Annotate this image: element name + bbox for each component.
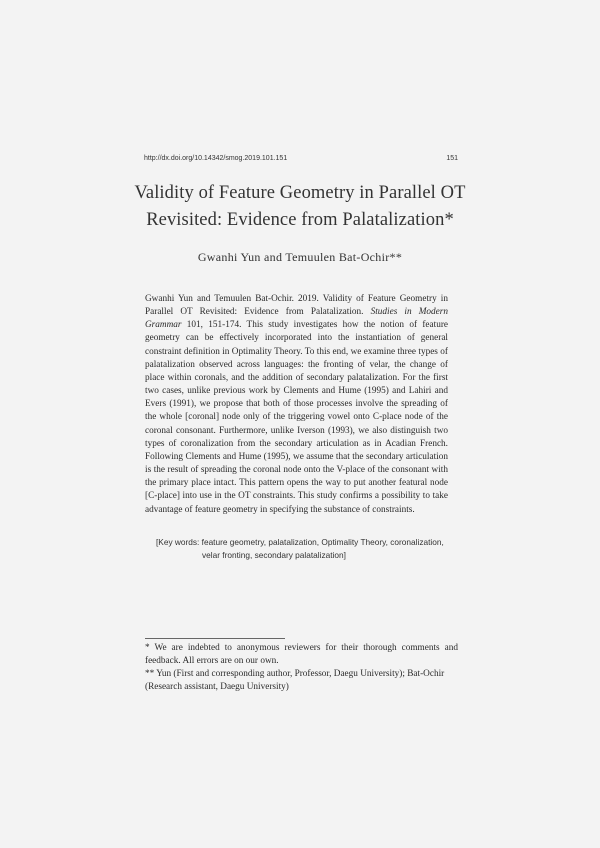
title-line-2: Revisited: Evidence from Palatalization* xyxy=(146,210,454,230)
keywords xyxy=(156,536,452,562)
footnote-affiliations-line-2: (Research assistant, Daegu University) xyxy=(145,682,289,692)
footnote-divider xyxy=(145,638,285,639)
abstract-citation: Gwanhi Yun and Temuulen Bat-Ochir. 2019. Validity of Feature Geometry in Parallel OT Revisited: Evidence from Palatalization. xyxy=(145,294,448,318)
doi-link[interactable]: http://dx.doi.org/10.14342/smog.2019.101.151 xyxy=(144,155,288,162)
title-line-1: Validity of Feature Geometry in Parallel OT xyxy=(134,183,466,203)
abstract-body: 101, 151-174. This study investigates how the notion of feature geometry can be effectively incorporated into the instantiation of general constraint definition in Optimality Theory. To this end, we examine three types of palatalization observed across languages: the fronting of velar, the change of place within coronals, and the addition of secondary palatalization. For the first two cases, unlike previous work by Clements and Hume (1995) and Lahiri and Evers (1991), we propose that both of those processes involve the spreading of the whole [coronal] node only of the triggering vowel onto C-place node of the coronal consonant. Furthermore, unlike Iverson (1993), we also distinguish two types of coronalization from the secondary articulation as in Acadian French. Following Clements and Hume (1995), we assume that the secondary articulation is the result of spreading the coronal node onto the V-place of the consonant with the primary place intact. This pattern opens the way to put another featural node [C-place] into use in the OT constraints. This study confirms a possibility to take advantage of feature geometry in specifying the substance of constraints. xyxy=(145,320,448,515)
footnote-acknowledgement: * We are indebted to anonymous reviewers for their thorough comments and feedback. All errors are on our own. xyxy=(145,643,458,666)
running-header xyxy=(144,155,458,162)
footnote-affiliations-line-1: ** Yun (First and corresponding author, Professor, Daegu University); Bat-Ochir xyxy=(145,669,445,679)
footnotes xyxy=(145,642,458,694)
author-line: Gwanhi Yun and Temuulen Bat-Ochir** xyxy=(197,250,403,264)
paper-title xyxy=(100,180,500,234)
footnote-affiliations xyxy=(145,668,458,694)
keywords-line-2: velar fronting, secondary palatalization] xyxy=(202,550,346,560)
keywords-line-1: [Key words: feature geometry, palatalization, Optimality Theory, coronalization, xyxy=(156,537,444,547)
journal-name: Studies in Modern Grammar xyxy=(145,307,448,331)
abstract xyxy=(145,293,448,517)
page-number: 151 xyxy=(446,155,458,162)
